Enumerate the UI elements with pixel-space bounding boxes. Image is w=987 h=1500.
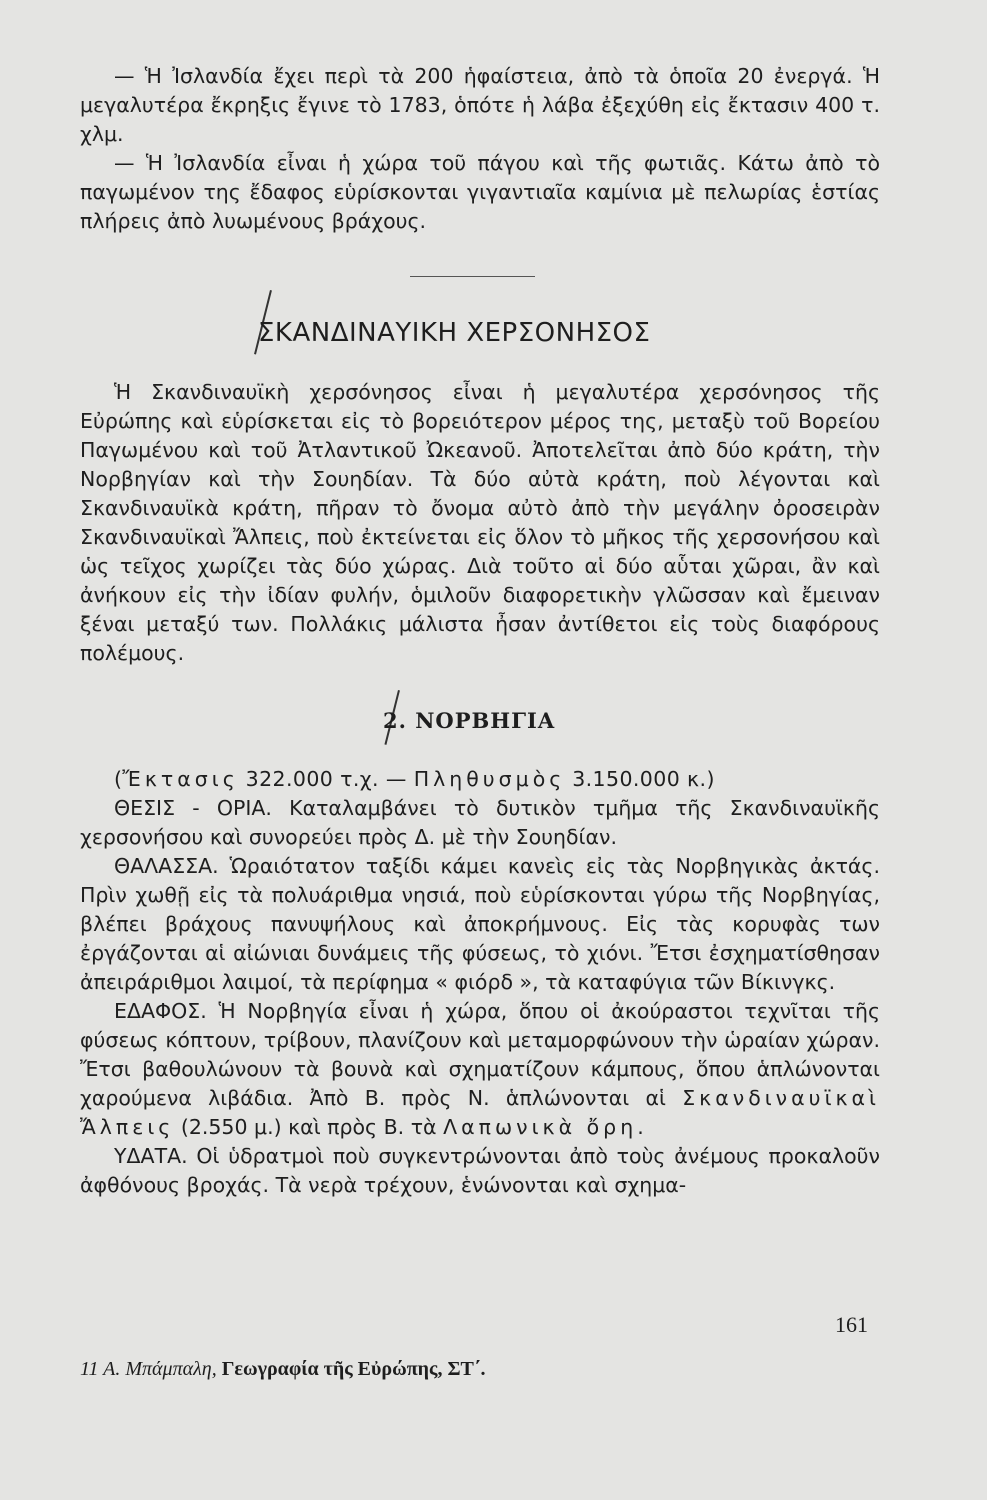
section-title: ΣΚΑΝΔΙΝΑΥΙΚΗ ΧΕΡΣΟΝΗΣΟΣ [258,318,651,348]
paragraph-heading: ΘΕΣΙΣ - ΟΡΙΑ. [114,796,272,820]
footer-signature [80,1358,486,1381]
area-value: 322.000 τ.χ. [245,767,379,791]
iceland-fire-ice-paragraph: — Ἡ Ἰσλανδία εἶναι ἡ χώρα τοῦ πάγου καὶ τῆς φωτιᾶς. Κάτω ἀπὸ τὸ παγωμένον της ἔδαφος εὑρίσκονται γιγαντιαῖα καμίνια μὲ πελωρίας ἑστίας πλήρεις ἀπὸ λυωμένους βράχους. [80,151,880,233]
page-number: 161 [835,1312,868,1337]
sea-paragraph: ΘΑΛΑΣΣΑ. Ὡραιότατον ταξίδι κάμει κανεὶς εἰς τὰς Νορβηγικὰς ἀκτάς. Πρὶν χωθῇ εἰς τὰ πολυάριθμα νησιά, ποὺ εὑρίσκονται γύρω τῆς Νορβηγίας, βλέπει βράχους πανυψήλους καὶ ἀποκρήμνους. Εἰς τὰς κορυφὰς των ἐργάζονται αἱ αἰώνιαι δυνάμεις τῆς φύσεως, τὸ χιόνι. Ἔτσι ἐσχηματίσθησαν ἀπειράριθμοι λαιμοί, τὰ περίφημα « φιόρδ », τὰ καταφύγια τῶν Βίκινγκς. [80,854,880,994]
norway-section [80,765,880,1200]
waters-paragraph: ΥΔΑΤΑ. Οἱ ὑδρατμοὶ ποὺ συγκεντρώνονται ἀπὸ τοὺς ἀνέμους προκαλοῦν ἀφθόνους βροχάς. Τὰ νερὰ τρέχουν, ἑνώνονται καὶ σχημα- [80,1144,880,1197]
iceland-volcanoes-paragraph: — Ἡ Ἰσλανδία ἔχει περὶ τὰ 200 ἡφαίστεια, ἀπὸ τὰ ὁποῖα 20 ἐνεργά. Ἡ μεγαλυτέρα ἔκρηξις ἔγινε τὸ 1783, ὁπότε ἡ λάβα ἐξεχύθη εἰς ἔκτασιν 400 τ. χλμ. [80,64,880,146]
norway-stats: (Ἔκτασις 322.000 τ.χ. — Πληθυσμὸς 3.150.000 κ.) [114,767,715,791]
paragraph-heading: ΘΑΛΑΣΣΑ. [114,854,219,878]
scandinavia-paragraph: Ἡ Σκανδιναυϊκὴ χερσόνησος εἶναι ἡ μεγαλυτέρα χερσόνησος τῆς Εὐρώπης καὶ εὑρίσκεται εἰς τὸ βορειότερον μέρος της, μεταξὺ τοῦ Βορείου Παγωμένου καὶ τοῦ Ἀτλαντικοῦ Ὠκεανοῦ. Ἀποτελεῖται ἀπὸ δύο κράτη, τὴν Νορβηγίαν καὶ τὴν Σουηδίαν. Τὰ δύο αὐτὰ κράτη, ποὺ λέγονται καὶ Σκανδιναυϊκὰ κράτη, πῆραν τὸ ὄνομα αὐτὸ ἀπὸ τὴν μεγάλην ὀροσειρὰν Σκανδιναυϊκαὶ Ἄλπεις, ποὺ ἐκτείνεται εἰς ὅλον τὸ μῆκος τῆς χερσονήσου καὶ ὡς τεῖχος χωρίζει τὰς δύο χώρας. Διὰ τοῦτο αἱ δύο αὗται χῶραι, ἂν καὶ ἀνήκουν εἰς τὴν ἰδίαν φυλήν, ὁμιλοῦν διαφορετικὴν γλῶσσαν καὶ ἔμειναν ξέναι μεταξύ των. Πολλάκις μάλιστα ἦσαν ἀντίθετοι εἰς τοὺς διαφόρους πολέμους. [80,380,880,665]
subsection-title: 2. ΝΟΡΒΗΓΙΑ [383,708,556,733]
paragraph-heading: ΕΔΑΦΟΣ. [114,999,207,1023]
footer-book-title: Γεωγραφία τῆς Εὐρώπης, ΣΤ΄. [221,1358,486,1380]
intro-block [80,62,880,236]
population-label: Πληθυσμὸς [413,767,566,791]
position-borders-paragraph: ΘΕΣΙΣ - ΟΡΙΑ. Καταλαμβάνει τὸ δυτικὸν τμῆμα τῆς Σκανδιναυϊκῆς χερσονήσου καὶ συνορεύει πρὸς Δ. μὲ τὴν Σουηδίαν. [80,796,880,849]
footer-author: 11 Α. Μπάμπαλη, [80,1358,217,1380]
soil-paragraph: ΕΔΑΦΟΣ. Ἡ Νορβηγία εἶναι ἡ χώρα, ὅπου οἱ ἀκούραστοι τεχνῖται τῆς φύσεως κόπτουν, τρίβουν, πλανίζουν καὶ μεταμορφώνουν τὴν ὡραίαν χώραν. Ἔτσι βαθουλώνουν τὰ βουνὰ καὶ σχηματίζουν κάμπους, ὅπου ἁπλώνονται χαρούμενα λιβάδια. Ἀπὸ Β. πρὸς Ν. ἁπλώνονται αἱ Σκανδιναυϊκαὶ Ἄλπεις (2.550 μ.) καὶ πρὸς Β. τὰ Λαπωνικὰ ὄρη. [80,999,880,1139]
population-value: 3.150.000 κ. [572,767,707,791]
area-label: Ἔκτασις [122,767,239,791]
section-divider [410,276,535,277]
paragraph-heading: ΥΔΑΤΑ. [114,1144,188,1168]
